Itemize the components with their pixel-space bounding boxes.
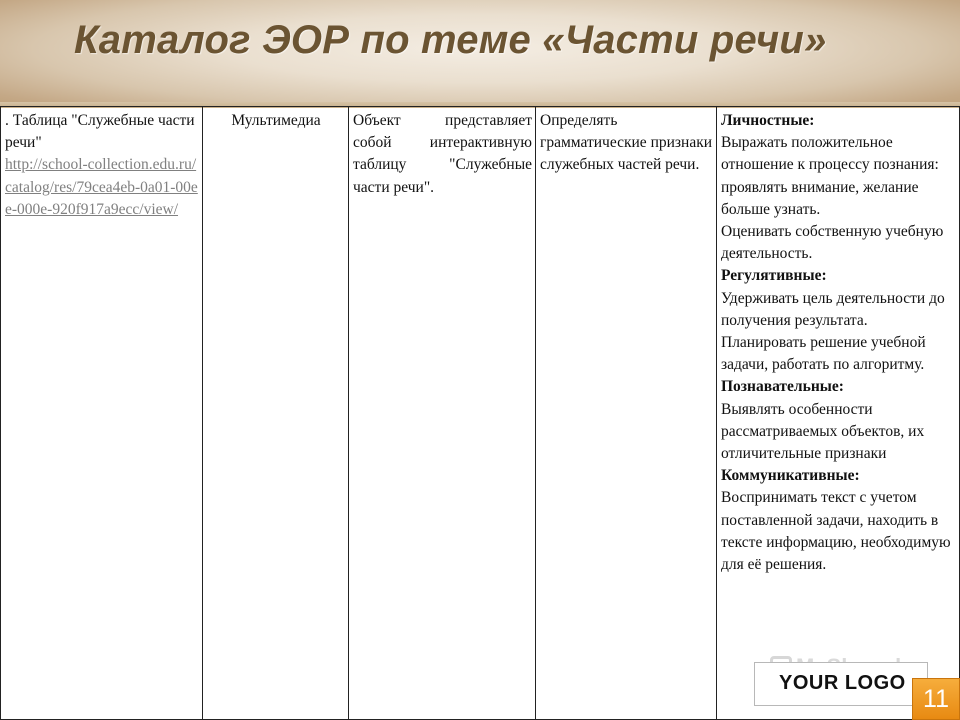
personal-item-2: Оценивать собственную учебную деятельность.	[721, 223, 944, 263]
resource-link[interactable]: http://school-collection.edu.ru/catalog/res/79cea4eb-0a01-00ee-000e-920f917a9ecc/view/	[5, 156, 198, 218]
communicative-item-1: Воспринимать текст с учетом поставленной задачи, находить в тексте информацию, необходимую для её решения.	[721, 489, 951, 574]
resource-cell	[1, 107, 203, 720]
personal-item-1: Выражать положительное отношение к процессу познания: проявлять внимание, желание больше узнать.	[721, 134, 939, 218]
cognitive-heading: Познавательные:	[721, 378, 844, 396]
cognitive-item-1: Выявлять особенности рассматриваемых объектов, их отличительные признаки	[721, 400, 925, 463]
logo-box	[754, 662, 928, 706]
uud-cell	[717, 107, 960, 720]
regulatory-item-1: Удерживать цель деятельности до получения результата.	[721, 289, 945, 329]
resource-type: Мультимедиа	[231, 112, 321, 129]
resource-name: . Таблица "Служебные части речи"	[5, 112, 195, 152]
learning-goal: Определять грамматические признаки служебных частей речи.	[540, 112, 713, 174]
communicative-heading: Коммуникативные:	[721, 467, 860, 485]
resource-table	[0, 106, 960, 720]
description-cell	[349, 107, 536, 720]
resource-description: Объект представляет собой интерактивную таблицу "Служебные части речи".	[353, 112, 532, 196]
regulatory-heading: Регулятивные:	[721, 267, 827, 285]
regulatory-item-2: Планировать решение учебной задачи, работать по алгоритму.	[721, 334, 926, 374]
slide-title: Каталог ЭОР по теме «Части речи»	[74, 18, 827, 62]
personal-heading: Личностные:	[721, 112, 815, 129]
page-number: 11	[923, 685, 949, 713]
slide-header	[0, 0, 960, 108]
table-row	[1, 107, 960, 720]
page-number-badge	[912, 678, 960, 720]
type-cell	[203, 107, 349, 720]
goal-cell	[536, 107, 717, 720]
logo-text: YOUR LOGO	[779, 672, 906, 694]
